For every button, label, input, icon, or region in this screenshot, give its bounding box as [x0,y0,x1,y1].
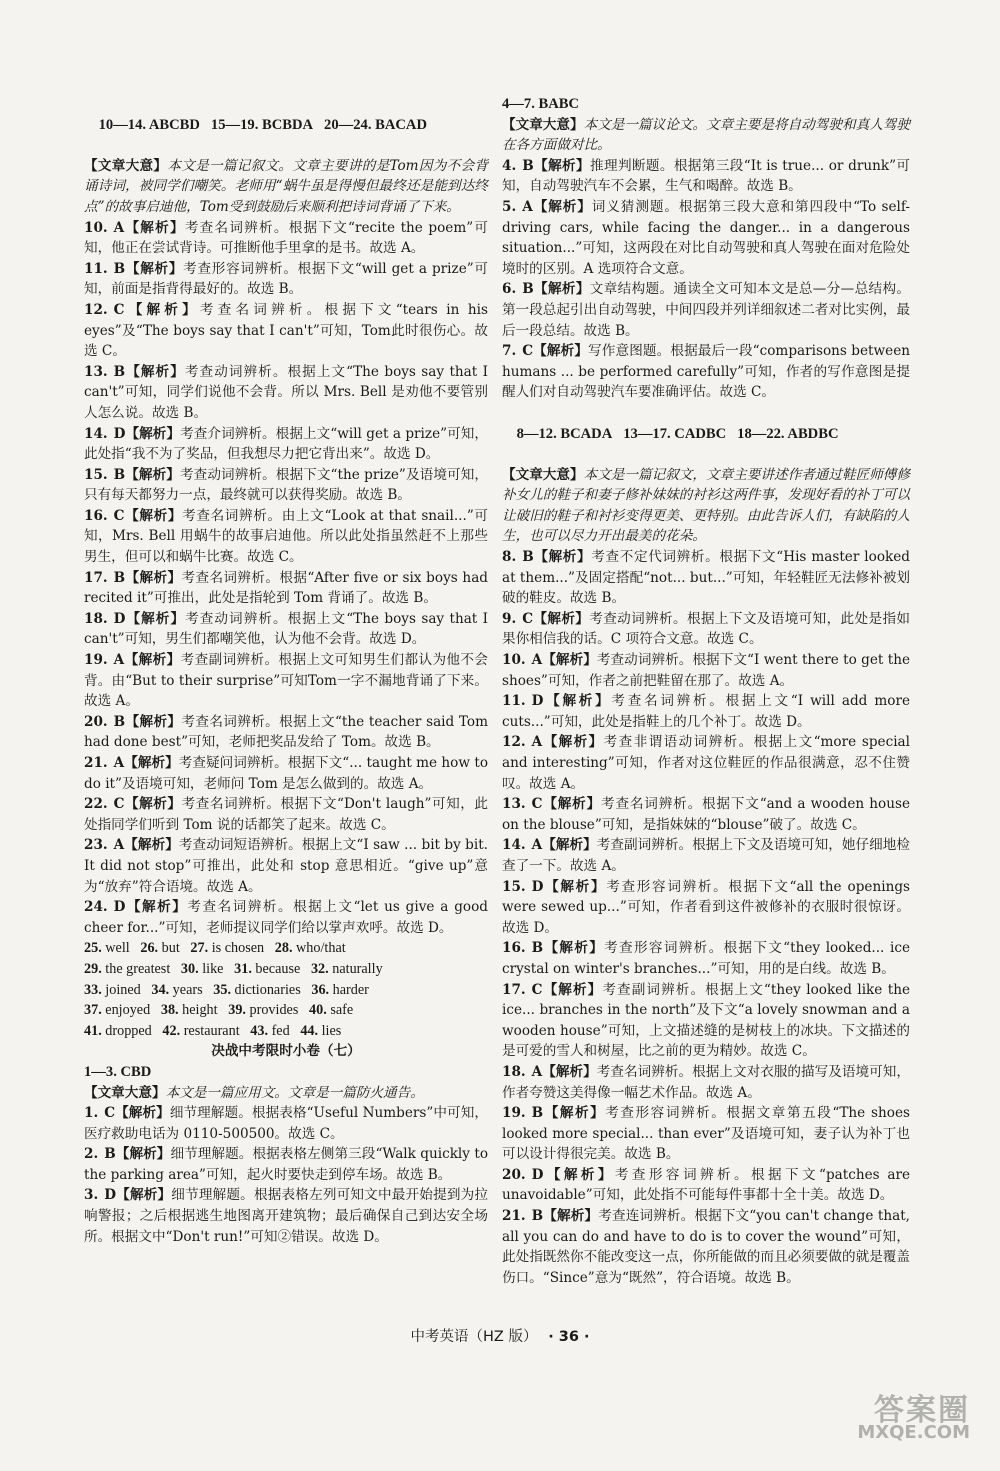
item-text: 考查名词辨析。根据上文“let us give a good cheer for...”可知，老师提议同学们给以掌声欢呼。故选 D。 [84,899,488,936]
fill-number: 31. [234,960,252,977]
item-tag: 【解析】 [115,1146,171,1163]
item-number: 22. [84,796,108,813]
explanation-item [84,753,488,794]
fill-number: 26. [140,940,159,957]
fill-answer: safe [330,1002,354,1019]
item-tag: 【解析】 [125,466,180,483]
item-answer: B [522,157,534,174]
fill-number: 32. [310,960,329,977]
item-text: 考查名词辨析。根据上文“I will add more cuts...”可知，此处是指鞋上的几个补丁。故选 D。 [502,693,911,730]
item-answer: A [113,755,125,771]
item-number: 13. [84,363,108,380]
answer-key-line: 1—3. CBD [84,1063,152,1080]
item-answer: C [531,981,543,998]
item-number: 20. [84,713,108,730]
item-text: 考查副词辨析。根据上文“they looked like the ice... branches in the north”及下文“a lovely snowman and a wooden house”可知，上文描述缝的是树枝上的冰块。下文描述的是可爱的雪人和树屋，比之前的更为精妙。故选 C。 [502,981,911,1060]
fill-answer-list [84,938,488,1041]
article-summary: 【文章大意】本文是一篇应用文。文章是一篇防火通告。 [84,1084,424,1101]
item-tag: 【解析】 [542,734,604,751]
item-number: 9. [502,610,517,627]
explanation-item [502,650,910,691]
item-number: 18. [84,610,108,627]
explanation-item [502,1062,910,1103]
item-tag: 【解析】 [542,1063,597,1080]
item-answer: B [113,569,126,586]
answer-key-line [84,94,488,156]
explanation-item [84,609,488,650]
fill-number: 29. [84,960,102,977]
explanation-item [502,835,910,876]
fill-number: 37. [84,1002,102,1019]
item-number: 19. [502,1105,526,1122]
item-number: 7. [502,343,517,360]
item-text: 考查形容词辨析。根据下文“all the openings were sewed up...”可知，作者看到这件被修补的衣服时很惊讶。故选 D。 [502,878,910,936]
explanation-item [84,218,488,259]
explanation-item [84,1103,488,1144]
item-tag: 【解析】 [533,157,591,174]
item-answer: B [104,1146,116,1163]
item-text: 考查形容词辨析。根据文章第五段“The shoes looked more special... than ever”及语境可知，妻子认为补丁也可以设计得很完美。故选 B。 [502,1105,910,1163]
item-number: 6. [502,281,517,298]
item-answer: A [113,652,125,669]
item-text: 考查形容词辨析。根据下文“patches are unavoidable”可知，此处指不可能每件事都十全十美。故选 D。 [502,1166,911,1204]
fill-number: 39. [228,1002,246,1019]
fill-answer: restaurant [183,1022,240,1039]
item-answer: B [522,281,534,298]
explanation-item [84,568,488,609]
item-number: 10. [502,652,526,669]
item-number: 14. [502,837,526,854]
fill-number: 27. [190,940,209,957]
item-text: 考查形容词辨析。根据下文“they looked... ice crystal on winter's branches...”可知，用的是白线。故选 B。 [502,940,911,977]
item-number: 21. [502,1208,526,1225]
fill-number: 35. [213,981,231,998]
explanation-item [502,691,910,732]
item-answer: B [531,1208,544,1225]
item-answer: B [522,549,534,566]
left-column [84,94,488,1247]
item-text: 考查副词辨析。根据上下文及语境可知，她仔细地检查了一下。故选 A。 [502,837,910,874]
item-tag: 【解析】 [543,1208,599,1225]
item-answer: A [531,837,543,854]
item-text: 考查名词辨析。由上文“Look at that snail...”可知，Mrs. Bell 用蜗牛的故事启迪他。所以此处指虽然赶不上那些男生，但可以和蜗牛比赛。故选 C。 [84,507,489,566]
fill-number: 43. [250,1022,269,1039]
item-tag: 【解析】 [542,981,603,998]
item-text: 考查不定代词辨析。根据下文“His master looked at them...”及固定搭配“not... but...”可知，年轻鞋匠无法修补被划破的鞋皮。故选 B。 [502,549,910,607]
item-answer: D [113,610,126,627]
fill-answer: naturally [332,960,383,977]
item-tag: 【解析】 [533,610,590,627]
item-tag: 【解析】 [533,281,590,298]
explanation-item [84,465,488,506]
explanation-item [502,877,910,939]
fill-answer: enjoyed [105,1002,151,1019]
item-text: 细节理解题。根据表格左侧第三段“Walk quickly to the parking area”可知，起火时要快走到停车场。故选 B。 [84,1146,489,1183]
item-tag: 【解析】 [125,610,186,627]
item-answer: C [522,610,534,627]
item-text: 考查动词辨析。根据下文“the prize”及语境可知，只有每天都努力一点，最终就可以获得奖励。故选 B。 [84,466,488,504]
item-tag: 【解析】 [125,260,184,277]
answer-group: 10—14. ABCBD [98,116,200,133]
explanation-item [84,712,488,753]
fill-answer-row [84,938,488,959]
fill-answer-row [84,980,488,1001]
item-text: 考查形容词辨析。根据下文“will get a prize”可知，前面是指背得最好的。故选 B。 [84,260,489,298]
explanation-item [502,732,910,794]
fill-answer: well [105,940,130,957]
item-number: 5. [502,198,517,215]
item-text: 推理判断题。根据第三段“It is true... or drunk”可知，自动驾驶汽车不会累，生气和喝醉。故选 B。 [502,157,910,195]
item-number: 14. [84,425,108,442]
explanation-item [502,1165,910,1206]
item-number: 11. [84,260,108,277]
fill-answer: because [255,960,301,977]
item-text: 考查疑问词辨析。根据下文“... taught me how to do it”及语境可知，老师问 Tom 是怎么做到的。故选 A。 [84,755,488,792]
fill-answer: who/that [296,940,346,957]
item-answer: D [113,899,126,916]
fill-number: 42. [162,1022,181,1039]
explanation-item [84,1144,488,1185]
item-answer: C [113,796,125,813]
explanation-item [502,197,910,279]
page-number: · 36 · [548,1329,590,1345]
fill-number: 30. [180,960,199,977]
item-text: 考查动词辨析。根据上下文及语境可知，此处是指如果你相信我的话。C 项符合文意。故选 C。 [502,610,911,648]
item-text: 写作意图题。根据最后一段“comparisons between humans ... be performed carefully”可知，作者的写作意图是提醒人们对自动驾驶汽车要准确评估。故选 C。 [502,343,910,401]
explanation-item [502,938,910,979]
fill-answer-row [84,959,488,980]
item-answer: B [113,363,126,380]
item-text: 考查非谓语动词辨析。根据上文“more special and interesting”可知，作者对这位鞋匠的作品很满意，忍不住赞叹。故选 A。 [502,734,910,792]
item-text: 考查名词辨析。根据上文对衣服的描写及语境可知，作者夸赞这美得像一幅艺术作品。故选 A。 [502,1063,910,1101]
item-text: 考查动词辨析。根据上文“The boys say that I can't”可知，同学们说他不会背。所以 Mrs. Bell 是劝他不要管别人怎么说。故选 B。 [84,363,488,421]
explanation-item [502,609,910,650]
explanation-list [84,1103,488,1247]
item-text: 考查动词短语辨析。根据上文“I saw ... bit by bit. It did not stop”可推出，此处和 stop 意思相近。“give up”意为“放弃”符合语境。故选 A。 [84,837,488,895]
item-answer: C [104,1105,116,1122]
item-text: 考查名词辨析。根据下文“Don't laugh”可知，此处指同学们听到 Tom 说的话都笑了起来。故选 C。 [84,796,489,833]
answer-group: 15—19. BCBDA [210,116,314,133]
explanation-item [84,362,488,424]
item-number: 18. [502,1063,526,1080]
item-text: 细节理解题。根据表格左列可知文中最开始提到为拉响警报；之后根据逃生地图离开建筑物；最后确保自己到达安全场所。根据文中“Don't run!”可知②错误。故选 D。 [84,1187,488,1245]
item-number: 2. [84,1146,99,1163]
fill-answer: like [202,960,224,977]
fill-number: 44. [300,1022,319,1039]
fill-number: 34. [151,981,170,998]
item-answer: D [113,425,126,442]
item-answer: D [531,1166,544,1183]
section-title: 决战中考限时小卷（七） [211,1043,361,1060]
item-text: 考查动词辨析。根据上文“The boys say that I can't”可知，男生们都嘲笑他，认为他不会背。故选 D。 [84,610,489,648]
item-tag: 【解析】 [533,343,589,360]
watermark-logo: 答案圈 MXQE.COM [857,1393,970,1443]
item-tag: 【解析】 [124,796,182,813]
item-answer: A [113,219,125,236]
item-number: 17. [84,569,108,586]
item-text: 细节理解题。根据表格“Useful Numbers”中可知，医疗救助电话为 0110-500500。故选 C。 [84,1105,488,1142]
article-summary: 【文章大意】本文是一篇记叙文，文章主要讲述作者通过鞋匠师傅修补女儿的鞋子和妻子修补妹妹的衬衫这两件事，发现好看的补丁可以让破旧的鞋子和衬衫变得更美、更特别。由此告诉人们，有缺陷的人生，也可以尽力开出最美的花朵。 [502,466,911,545]
item-tag: 【解析】 [543,940,605,957]
item-answer: B [113,260,126,277]
item-number: 21. [84,755,108,771]
item-answer: C [113,507,125,524]
fill-answer: years [172,981,203,998]
explanation-item [84,259,488,300]
explanation-item [84,300,488,362]
item-number: 12. [502,734,526,751]
item-tag: 【解析】 [116,1187,172,1204]
explanation-list [502,547,910,1288]
explanation-item [84,506,488,568]
item-tag: 【解析】 [533,549,592,566]
fill-number: 41. [84,1022,102,1039]
item-tag: 【解析】 [124,301,200,318]
item-text: 考查名词辨析。根据下文“tears in his eyes”及“The boys say that I can't”可知，Tom此时很伤心。故选 C。 [84,301,489,360]
item-text: 考查动词辨析。根据下文“I went there to get the shoes”可知，作者之前把鞋留在那了。故选 A。 [502,652,911,689]
fill-number: 36. [311,981,330,998]
explanation-item [502,279,910,341]
item-number: 4. [502,157,517,174]
item-answer: A [113,837,125,854]
explanation-item [502,1206,910,1288]
item-answer: A [531,1063,543,1080]
item-text: 考查副词辨析。根据上文可知男生们都认为他不会背。由“But to their surprise”可知Tom一字不漏地背诵了下来。故选 A。 [84,652,489,710]
item-number: 20. [502,1166,526,1183]
explanation-item [84,897,488,938]
fill-number: 33. [84,981,102,998]
item-answer: B [531,940,544,957]
item-tag: 【解析】 [542,652,597,669]
item-text: 考查名词辨析。根据“After five or six boys had recited it”可推出，此处是指轮到 Tom 背诵了。故选 B。 [84,569,488,607]
item-answer: A [522,198,533,215]
item-answer: B [113,713,126,730]
explanation-item [502,547,910,609]
item-tag: 【解析】 [125,569,182,586]
item-answer: A [531,734,543,751]
fill-answer: but [161,940,180,957]
explanation-item [502,980,910,1062]
item-number: 16. [502,940,526,957]
fill-answer: dropped [105,1022,152,1039]
explanation-item [84,1185,488,1247]
item-number: 17. [502,981,526,998]
item-text: 文章结构题。通读全文可知本文是总—分—总结构。第一段总起引出自动驾驶，中间四段并列详细叙述二者对比实例，最后一段总结。故选 B。 [502,281,911,339]
fill-answer: dictionaries [234,981,301,998]
page-footer [0,1325,1000,1346]
item-answer: D [104,1187,116,1204]
item-text: 词义猜测题。根据第三段大意和第四段中“To self-driving cars, while facing the danger... in a dangerous situation...”可知，这两段在对比自动驾驶和真人驾驶在面对危险处境时的区别。A 选项符合文意。 [502,198,910,277]
item-number: 19. [84,652,108,669]
explanation-item [84,835,488,897]
item-text: 考查连词辨析。根据下文“you can't change that, all you can do and have to do is to cover the wound”可知，此处指既然你不能改变这一点，你所能做的而且必须要做的就是覆盖伤口。“Since”意为“既然”，符合语境。故选 B。 [502,1208,910,1286]
fill-answer: harder [332,981,369,998]
item-tag: 【解析】 [542,837,597,854]
explanation-item [84,794,488,835]
item-tag: 【解析】 [125,425,181,442]
explanation-item [502,156,910,197]
fill-number: 25. [84,940,102,957]
explanation-item [502,341,910,403]
item-tag: 【解析】 [124,755,179,771]
fill-answer: is chosen [211,940,265,957]
item-tag: 【解析】 [543,878,607,895]
item-tag: 【解析】 [124,507,183,524]
fill-answer: provides [249,1002,299,1019]
item-tag: 【解析】 [543,693,612,710]
item-answer: A [531,652,543,669]
item-tag: 【解析】 [125,713,182,730]
item-number: 16. [84,507,108,524]
item-text: 考查名词辨析。根据下文“recite the poem”可知，他正在尝试背诗。可推断他手里拿的是书。故选 A。 [84,219,489,257]
explanation-item [502,1103,910,1165]
item-tag: 【解析】 [124,652,181,669]
explanation-item [84,424,488,465]
item-tag: 【解析】 [125,899,188,916]
item-tag: 【解析】 [543,1166,615,1183]
item-tag: 【解析】 [532,198,592,215]
item-tag: 【解析】 [124,219,185,236]
item-answer: B [531,1105,544,1122]
item-number: 12. [84,301,108,318]
item-tag: 【解析】 [124,837,179,854]
fill-answer-row [84,1021,488,1042]
fill-number: 38. [160,1002,179,1019]
item-tag: 【解析】 [115,1105,170,1122]
explanation-list [502,156,910,403]
item-number: 13. [502,796,526,813]
item-number: 10. [84,219,108,236]
explanation-item [502,794,910,835]
item-number: 24. [84,899,108,916]
fill-number: 40. [309,1002,327,1019]
explanation-list [84,218,488,939]
item-number: 11. [502,693,526,710]
item-number: 23. [84,837,108,854]
fill-answer: the greatest [105,960,171,977]
item-tag: 【解析】 [542,796,602,813]
item-number: 15. [84,466,108,483]
item-answer: B [113,466,126,483]
item-answer: D [531,878,544,895]
item-number: 8. [502,549,517,566]
item-number: 15. [502,878,526,895]
item-text: 考查名词辨析。根据上文“the teacher said Tom had done best”可知，老师把奖品发给了 Tom。故选 B。 [84,713,489,751]
item-tag: 【解析】 [543,1105,606,1122]
fill-number: 28. [274,940,293,957]
fill-answer: fed [271,1022,290,1039]
fill-answer: joined [105,981,141,998]
item-answer: C [113,301,125,318]
answer-key-line: 8—12. BCADA 13—17. CADBC 18—22. ABDBC [516,425,839,442]
explanation-item [84,650,488,712]
item-text: 考查介词辨析。根据上文“will get a prize”可知，此处指“我不为了奖品，但我想尽力把它背出来”。故选 D。 [84,425,489,463]
right-column [502,94,910,1288]
answer-group: 20—24. BACAD [324,116,427,133]
item-text: 考查名词辨析。根据下文“and a wooden house on the blouse”可知，是指妹妹的“blouse”破了。故选 C。 [502,796,911,833]
item-number: 1. [84,1105,99,1122]
footer-label: 中考英语（HZ 版） [410,1329,531,1345]
fill-answer-row [84,1000,488,1021]
fill-answer: lies [321,1022,342,1039]
article-summary: 【文章大意】本文是一篇议论文。文章主要是将自动驾驶和真人驾驶在各方面做对比。 [502,116,911,154]
item-answer: C [531,796,543,813]
item-number: 3. [84,1187,99,1204]
item-answer: C [522,343,534,360]
item-answer: D [531,693,544,710]
article-summary: 【文章大意】本文是一篇记叙文。文章主要讲的是Tom因为不会背诵诗词，被同学们嘲笑。老师用“蜗牛虽是得慢但最终还是能到达终点”的故事启迪他，Tom受到鼓励后来顺利把诗词背诵了下来。 [84,157,488,215]
item-tag: 【解析】 [125,363,185,380]
answer-key-line: 4—7. BABC [502,96,580,112]
fill-answer: height [182,1002,218,1019]
